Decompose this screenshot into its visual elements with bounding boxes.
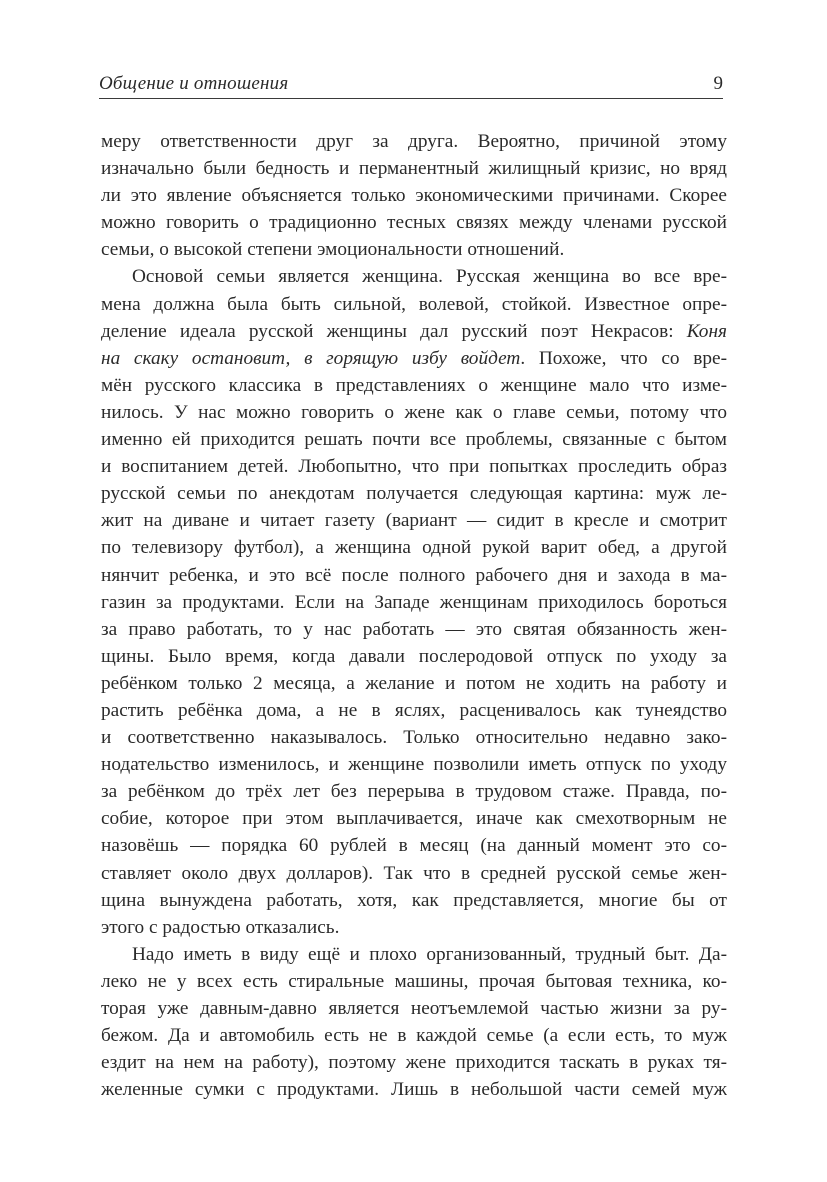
running-title: Общение и отношения bbox=[99, 73, 289, 94]
text-line: и воспитанием детей. Любопытно, что при попытках проследить образ bbox=[101, 456, 727, 478]
text-line: щина вынуждена работать, хотя, как представляется, многие бы от bbox=[101, 889, 727, 911]
quote-italic: на скаку остановит, в горящую избу войдет bbox=[101, 347, 521, 369]
text-segment: . Похоже, что со вре- bbox=[520, 347, 727, 369]
text-line: Надо иметь в виду ещё и плохо организованный, трудный быт. Да- bbox=[132, 943, 727, 965]
text-line: семьи, о высокой степени эмоциональности отношений. bbox=[101, 239, 565, 261]
body-text bbox=[101, 128, 727, 1103]
text-line: газин за продуктами. Если на Западе женщинам приходилось бороться bbox=[101, 591, 727, 613]
text-line: леко не у всех есть стиральные машины, прочая бытовая техника, ко- bbox=[101, 970, 727, 992]
text-line: собие, которое при этом выплачивается, иначе как смехотворным не bbox=[101, 808, 727, 830]
text-line: нилось. У нас можно говорить о жене как о главе семьи, потому что bbox=[101, 401, 727, 423]
text-line: мён русского классика в представлениях о женщине мало что изме- bbox=[101, 374, 727, 396]
text-line: жит на диване и читает газету (вариант — сидит в кресле и смотрит bbox=[101, 510, 727, 532]
text-line: ребёнком только 2 месяца, а желание и потом не ходить на работу и bbox=[101, 672, 727, 694]
text-segment: деление идеала русской женщины дал русский поэт Некрасов: bbox=[101, 320, 674, 342]
text-line: желенные сумки с продуктами. Лишь в небольшой части семей муж bbox=[101, 1079, 727, 1101]
text-line: за ребёнком до трёх лет без перерыва в трудовом стаже. Правда, по- bbox=[101, 781, 727, 803]
text-line: мена должна была быть сильной, волевой, стойкой. Известное опре- bbox=[101, 293, 727, 315]
text-line: русской семьи по анекдотам получается следующая картина: муж ле- bbox=[101, 483, 727, 505]
text-line: ли это явление объясняется только экономическими причинами. Скорее bbox=[101, 185, 727, 207]
quote-italic: Коня bbox=[686, 320, 727, 342]
text-line: именно ей приходится решать почти все проблемы, связанные с бытом bbox=[101, 429, 727, 451]
text-line: нянчит ребенка, и это всё после полного рабочего дня и захода в ма- bbox=[101, 564, 727, 586]
paragraph-2 bbox=[101, 263, 727, 940]
paragraph-1 bbox=[101, 128, 727, 263]
text-line: ставляет около двух долларов). Так что в средней русской семье жен- bbox=[101, 862, 727, 884]
text-line: нодательство изменилось, и женщине позволили иметь отпуск по уходу bbox=[101, 754, 727, 776]
page-number: 9 bbox=[713, 73, 723, 94]
text-line: меру ответственности друг за друга. Вероятно, причиной этому bbox=[101, 131, 727, 152]
text-line: этого с радостью отказались. bbox=[101, 916, 340, 938]
text-line: щины. Было время, когда давали послеродовой отпуск по уходу за bbox=[101, 645, 727, 667]
text-line: можно говорить о традиционно тесных связях между членами русской bbox=[101, 212, 727, 234]
text-line: бежом. Да и автомобиль есть не в каждой семье (а если есть, то муж bbox=[101, 1025, 727, 1047]
text-line: за право работать, то у нас работать — это святая обязанность жен- bbox=[101, 618, 727, 640]
paragraph-3 bbox=[101, 941, 727, 1104]
text-line: изначально были бедность и перманентный жилищный кризис, но вряд bbox=[101, 158, 727, 180]
text-line: торая уже давным-давно является неотъемлемой частью жизни за ру- bbox=[101, 998, 727, 1019]
text-line: Основой семьи является женщина. Русская женщина во все вре- bbox=[132, 266, 727, 288]
text-line: растить ребёнка дома, а не в яслях, расценивалось как тунеядство bbox=[101, 699, 727, 721]
text-line: ездит на нем на работу), поэтому жене приходится таскать в руках тя- bbox=[101, 1052, 727, 1074]
running-head bbox=[99, 72, 723, 99]
text-line: назовёшь — порядка 60 рублей в месяц (на данный момент это со- bbox=[101, 835, 727, 857]
text-line: и соответственно наказывалось. Только относительно недавно зако- bbox=[101, 727, 727, 749]
text-line: по телевизору футбол), а женщина одной рукой варит обед, а другой bbox=[101, 537, 727, 559]
text-line-with-italic bbox=[101, 318, 727, 345]
text-line-with-italic bbox=[101, 345, 727, 372]
